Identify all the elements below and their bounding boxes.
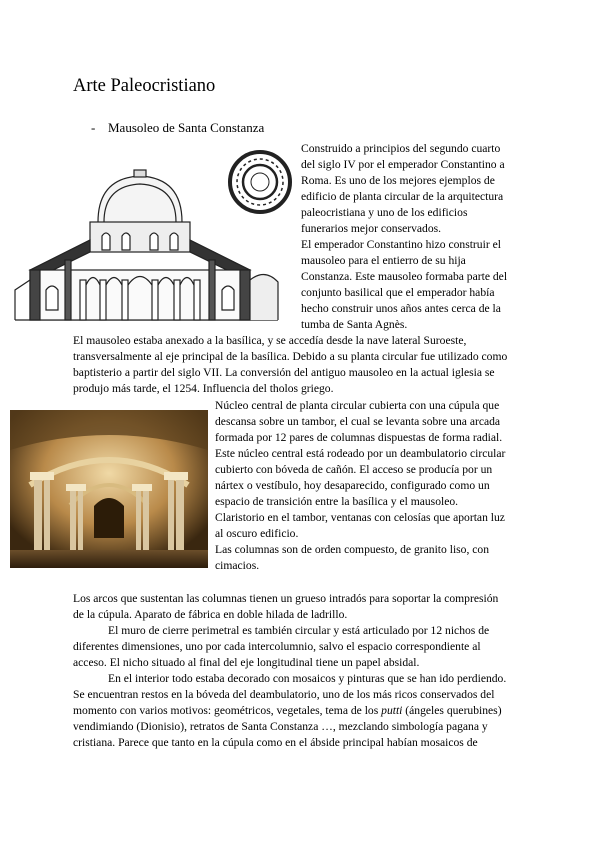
- text-line: Los arcos que sustentan las columnas tienen un grueso intradós para soportar la compresión: [73, 592, 499, 605]
- text-run: (ángeles querubines): [402, 704, 502, 717]
- text-line: diferentes dimensiones, uno por cada intercolumnio, salvo el espacio correspondiente al: [73, 640, 481, 653]
- text-line: funerarios mejor conservados.: [301, 222, 442, 235]
- text-line: Este núcleo central está rodeado por un deambulatorio circular: [215, 447, 506, 460]
- elevation-drawing: [10, 140, 300, 325]
- text-line: al oscuro edificio.: [215, 527, 299, 540]
- text-line: transversalmente al eje principal de la basílica. Debido a su planta circular fue utilizado como: [73, 350, 508, 363]
- text-line: Constanza. Este mausoleo formaba parte del: [301, 270, 508, 283]
- text-line: El emperador Constantino hizo construir el: [301, 238, 501, 251]
- text-line: formada por 12 pares de columnas dispuestas de forma radial.: [215, 431, 503, 444]
- text-line: tumba de Santa Agnès.: [301, 318, 408, 331]
- text-line: vendimiando (Dionisio), retratos de Santa Constanza …, mezclando simbología pagana y: [73, 720, 488, 733]
- text-line: del siglo IV por el emperador Constantino a: [301, 158, 505, 171]
- text-line: Se encuentran restos en la bóveda del deambulatorio, uno de los más ricos conservados del: [73, 688, 495, 701]
- text-run: momento con varios motivos: geométricos, vegetales, tema de los: [73, 704, 382, 717]
- text-line: cimacios.: [215, 559, 260, 572]
- text-line: [73, 703, 502, 718]
- text-line: produjo más tarde, el 1254. Influencia del tholos griego.: [73, 382, 334, 395]
- text-line: hecho construir unos años antes cerca de la: [301, 302, 501, 315]
- text-line: mausoleo para el entierro de su hija: [301, 254, 466, 267]
- mausoleum-interior-photo: [10, 410, 208, 568]
- bullet-marker: -: [91, 120, 96, 135]
- text-line: Las columnas son de orden compuesto, de granito liso, con: [215, 543, 490, 556]
- text-line: edificio de planta circular de la arquitectura: [301, 190, 504, 203]
- text-line: En el interior todo estaba decorado con mosaicos y pinturas que se han ido perdiendo.: [108, 672, 507, 685]
- page-title: Arte Paleocristiano: [73, 76, 216, 96]
- text-line: descansa sobre un tambor, el cual se levanta sobre una arcada: [215, 415, 501, 428]
- text-line: El mausoleo estaba anexado a la basílica, y se accedía desde la nave lateral Suroeste,: [73, 334, 467, 347]
- text-line: Núcleo central de planta circular cubierta con una cúpula que: [215, 399, 500, 412]
- interior-photo: [10, 410, 208, 568]
- text-line: Roma. Es uno de los mejores ejemplos de: [301, 174, 495, 187]
- text-line: nártex o vestíbulo, hoy desaparecido, configurado como un: [215, 479, 490, 492]
- text-line: baptisterio a partir del siglo VII. La conversión del antiguo mausoleo en la actual iglesia se: [73, 366, 495, 379]
- text-line: Claristorio en el tambor, ventanas con celosías que aportan luz: [215, 511, 505, 524]
- text-line: cubierto con bóveda de cañón. El acceso se producía por un: [215, 463, 493, 476]
- text-line: cristiana. Parece que tanto en la cúpula como en el ábside principal habían mosaicos de: [73, 736, 478, 749]
- text-line: conjunto basilical que el emperador había: [301, 286, 495, 299]
- italic-term: putti: [381, 704, 403, 717]
- section-heading: Mausoleo de Santa Constanza: [108, 120, 265, 135]
- text-line: de la cúpula. Aparato de fábrica en doble hilada de ladrillo.: [73, 608, 348, 621]
- text-line: El muro de cierre perimetral es también circular y está articulado por 12 nichos de: [108, 624, 490, 637]
- text-line: paleocristiana y uno de los edificios: [301, 206, 468, 219]
- text-line: Construido a principios del segundo cuarto: [301, 142, 501, 155]
- text-line: espacio de transición entre la basílica y el mausoleo.: [215, 495, 459, 508]
- text-line: acceso. El nicho situado al final del eje longitudinal tiene un papel absidal.: [73, 656, 420, 669]
- mausoleum-section-drawing: [10, 140, 300, 325]
